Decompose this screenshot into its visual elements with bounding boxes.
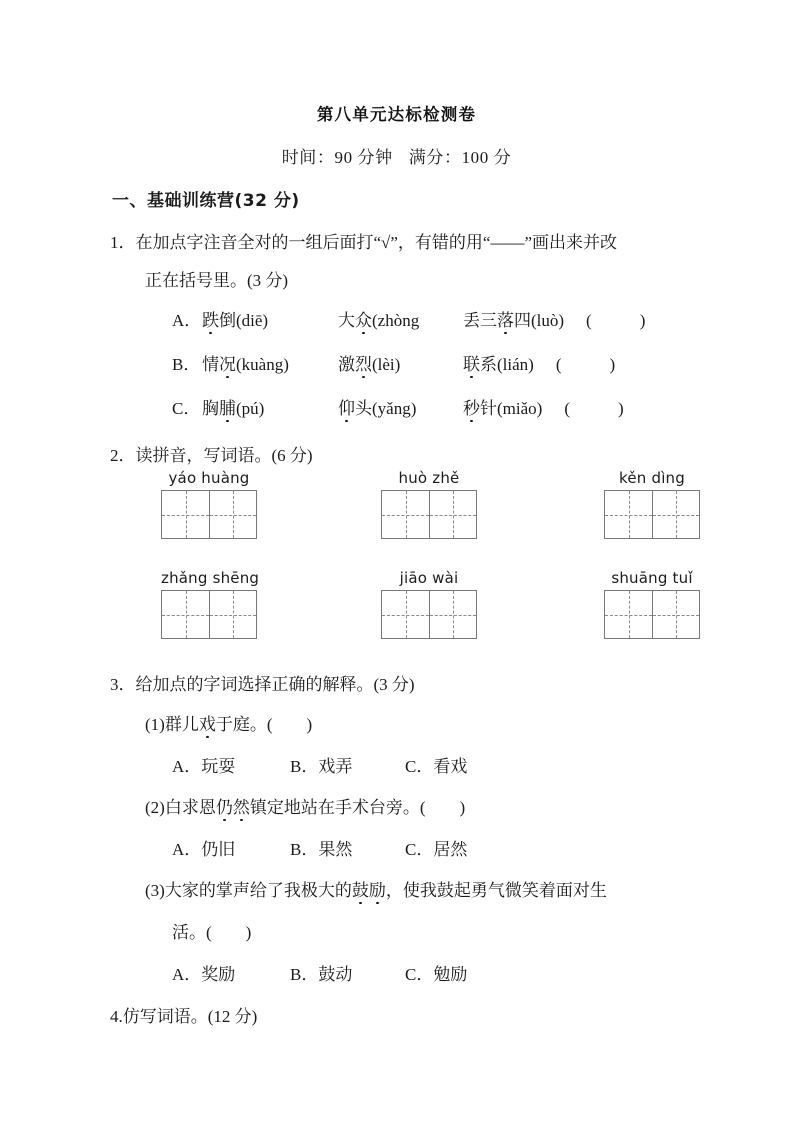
question-1-stem-cont <box>145 266 288 291</box>
answer-paren-a[interactable]: ( ) <box>586 311 646 330</box>
option-text: 果然 <box>318 840 353 859</box>
option-c-word-3 <box>463 394 542 419</box>
character-grid-1[interactable] <box>161 490 257 539</box>
option-label: A． <box>172 840 202 859</box>
character-grid-6[interactable] <box>604 590 700 639</box>
word-2-rest: (lèi) <box>372 355 401 374</box>
dotted-char: 然 <box>233 793 250 818</box>
word-3-rest: 针(miǎo) <box>480 399 543 418</box>
word-3-rest: 四(luò) <box>514 311 565 330</box>
question-2-text: 读拼音，写词语。(6 分) <box>135 446 313 465</box>
question-1-text-line2: 正在括号里。(3 分) <box>145 271 289 290</box>
grid-cell[interactable] <box>605 591 652 638</box>
question-3-number: 3． <box>110 675 136 694</box>
option-a-word-2 <box>338 306 463 331</box>
pinyin-label-2 <box>381 469 477 487</box>
dotted-char: 鼓 <box>352 876 369 901</box>
word-2-lead: 激 <box>338 355 355 374</box>
word-2-lead: 大 <box>338 311 355 330</box>
grid-cell[interactable] <box>652 591 699 638</box>
item-1-option-b[interactable] <box>290 752 405 777</box>
grid-cell[interactable] <box>605 491 652 538</box>
option-text: 居然 <box>433 840 468 859</box>
grid-cell[interactable] <box>162 491 209 538</box>
question-3-item-2 <box>145 793 465 818</box>
option-label: C． <box>405 840 434 859</box>
word-1-rest: (pú) <box>236 399 265 418</box>
character-grid-4[interactable] <box>161 590 257 639</box>
item-3-option-a[interactable] <box>172 960 290 985</box>
question-3-item-1 <box>145 710 312 735</box>
item-3-close: ) <box>245 923 252 942</box>
exam-meta <box>0 143 793 168</box>
word-3-rest: 系(lián) <box>480 355 534 374</box>
character-grid-3[interactable] <box>604 490 700 539</box>
option-c-word-1 <box>202 394 338 419</box>
option-text: 看戏 <box>433 757 468 776</box>
option-label: B． <box>290 965 319 984</box>
grid-cell[interactable] <box>209 591 256 638</box>
question-3-item-2-options[interactable] <box>172 835 467 860</box>
grid-cell[interactable] <box>652 491 699 538</box>
option-a-label: A． <box>172 311 202 330</box>
option-text: 奖励 <box>201 965 236 984</box>
option-text: 戏弄 <box>318 757 353 776</box>
item-2-prefix: (2)白求恩 <box>145 798 216 817</box>
item-2-option-a[interactable] <box>172 835 290 860</box>
question-1-option-c[interactable] <box>172 394 624 419</box>
option-text: 玩耍 <box>201 757 236 776</box>
option-text: 仍旧 <box>201 840 236 859</box>
question-1-option-b[interactable] <box>172 350 615 375</box>
question-3-item-3-cont <box>172 918 251 943</box>
grid-cell[interactable] <box>429 591 476 638</box>
pinyin-label-4 <box>161 569 260 587</box>
question-4-number: 4. <box>110 1007 123 1026</box>
word-2-rest: 头(yǎng) <box>355 399 417 418</box>
dotted-char: 跌 <box>202 306 219 331</box>
pinyin-syllable: zhǎng <box>161 569 208 587</box>
option-b-word-3 <box>463 350 534 375</box>
dotted-char: 众 <box>355 306 372 331</box>
score-value: 100 分 <box>461 148 512 167</box>
pinyin-syllable: dìng <box>651 469 685 487</box>
pinyin-syllable: kěn <box>619 469 647 487</box>
pinyin-group-5 <box>381 569 477 639</box>
question-1-number: 1． <box>110 233 136 252</box>
pinyin-syllable: shuāng <box>611 569 668 587</box>
answer-paren-b[interactable]: ( ) <box>555 355 616 374</box>
option-text: 鼓动 <box>318 965 353 984</box>
pinyin-syllable: tuǐ <box>672 569 693 587</box>
word-2-rest: (zhòng <box>372 311 420 330</box>
dotted-char: 联 <box>463 350 480 375</box>
question-3-item-3 <box>145 876 607 901</box>
pinyin-label-6 <box>604 569 700 587</box>
question-1-stem <box>110 228 617 253</box>
grid-cell[interactable] <box>162 591 209 638</box>
question-3-text: 给加点的字词选择正确的解释。(3 分) <box>135 675 415 694</box>
option-label: A． <box>172 757 202 776</box>
option-b-word-2 <box>338 350 463 375</box>
grid-cell[interactable] <box>382 591 429 638</box>
dotted-char: 脯 <box>219 394 236 419</box>
pinyin-syllable: huàng <box>201 469 250 487</box>
pinyin-label-5 <box>381 569 477 587</box>
dotted-char: 仍 <box>216 793 233 818</box>
option-label: B． <box>290 757 319 776</box>
word-1-rest: (kuàng) <box>236 355 289 374</box>
score-label: 满分： <box>408 148 462 167</box>
item-1-close: ) <box>306 715 313 734</box>
item-2-close: ) <box>459 798 466 817</box>
option-a-word-3 <box>463 306 564 331</box>
word-3-lead: 丢三 <box>463 311 497 330</box>
question-3-stem <box>110 670 415 695</box>
dotted-char: 仰 <box>338 394 355 419</box>
option-label: C． <box>405 965 434 984</box>
grid-cell[interactable] <box>209 491 256 538</box>
grid-cell[interactable] <box>382 491 429 538</box>
item-3-prefix: (3)大家的掌声给了我极大的 <box>145 881 352 900</box>
pinyin-syllable: wài <box>432 569 459 587</box>
pinyin-label-1 <box>161 469 257 487</box>
question-3-item-1-options[interactable] <box>172 752 467 777</box>
dotted-char: 烈 <box>355 350 372 375</box>
item-3-option-c[interactable] <box>405 960 467 985</box>
item-2-option-b[interactable] <box>290 835 405 860</box>
question-4-stem <box>110 1002 257 1027</box>
item-1-prefix: (1)群儿 <box>145 715 199 734</box>
pinyin-syllable: yáo <box>168 469 197 487</box>
question-4-text: 仿写词语。(12 分) <box>122 1007 258 1026</box>
section-heading: 一、基础训练营(32 分) <box>112 191 300 211</box>
dotted-char: 秒 <box>463 394 480 419</box>
item-2-option-c[interactable] <box>405 835 467 860</box>
option-label: B． <box>290 840 319 859</box>
question-1-text-line1: 在加点字注音全对的一组后面打“√”，有错的用“——”画出来并改 <box>135 233 618 252</box>
character-grid-2[interactable] <box>381 490 477 539</box>
option-b-label: B． <box>172 355 201 374</box>
question-2-number: 2． <box>110 446 136 465</box>
question-1-option-a[interactable] <box>172 306 645 331</box>
pinyin-syllable: shēng <box>212 569 260 587</box>
option-c-word-2 <box>338 394 463 419</box>
item-1-suffix: 于庭。( <box>215 715 273 734</box>
option-text: 勉励 <box>433 965 468 984</box>
dotted-char: 落 <box>497 306 514 331</box>
option-c-label: C． <box>172 399 201 418</box>
item-3-option-b[interactable] <box>290 960 405 985</box>
time-value: 90 分钟 <box>334 148 393 167</box>
page-title: 第八单元达标检测卷 <box>316 105 477 124</box>
pinyin-group-2 <box>381 469 477 539</box>
question-2-stem <box>110 441 313 466</box>
word-1-lead: 情 <box>202 355 219 374</box>
option-a-word-1 <box>202 306 338 331</box>
pinyin-syllable: jiāo <box>399 569 428 587</box>
pinyin-group-6 <box>604 569 700 639</box>
item-3-line2: 活。( <box>172 923 212 942</box>
item-3-suffix: ，使我鼓起勇气微笑着面对生 <box>385 881 607 900</box>
pinyin-syllable: zhě <box>432 469 460 487</box>
question-3-item-3-options[interactable] <box>172 960 467 985</box>
item-2-suffix: 镇定地站在手术台旁。( <box>249 798 426 817</box>
answer-paren-c[interactable]: ( ) <box>564 399 624 418</box>
option-label: A． <box>172 965 202 984</box>
word-1-lead: 胸 <box>202 399 219 418</box>
time-label: 时间： <box>281 148 335 167</box>
pinyin-label-3 <box>604 469 700 487</box>
dotted-char: 励 <box>369 876 386 901</box>
pinyin-group-3 <box>604 469 700 539</box>
word-1-rest: 倒(diē) <box>219 311 269 330</box>
character-grid-5[interactable] <box>381 590 477 639</box>
option-label: C． <box>405 757 434 776</box>
item-1-option-c[interactable] <box>405 752 467 777</box>
grid-cell[interactable] <box>429 491 476 538</box>
dotted-char: 况 <box>219 350 236 375</box>
pinyin-group-1 <box>161 469 257 539</box>
pinyin-syllable: huò <box>398 469 428 487</box>
item-1-option-a[interactable] <box>172 752 290 777</box>
pinyin-group-4 <box>161 569 260 639</box>
dotted-char: 戏 <box>199 710 216 735</box>
option-b-word-1 <box>202 350 338 375</box>
